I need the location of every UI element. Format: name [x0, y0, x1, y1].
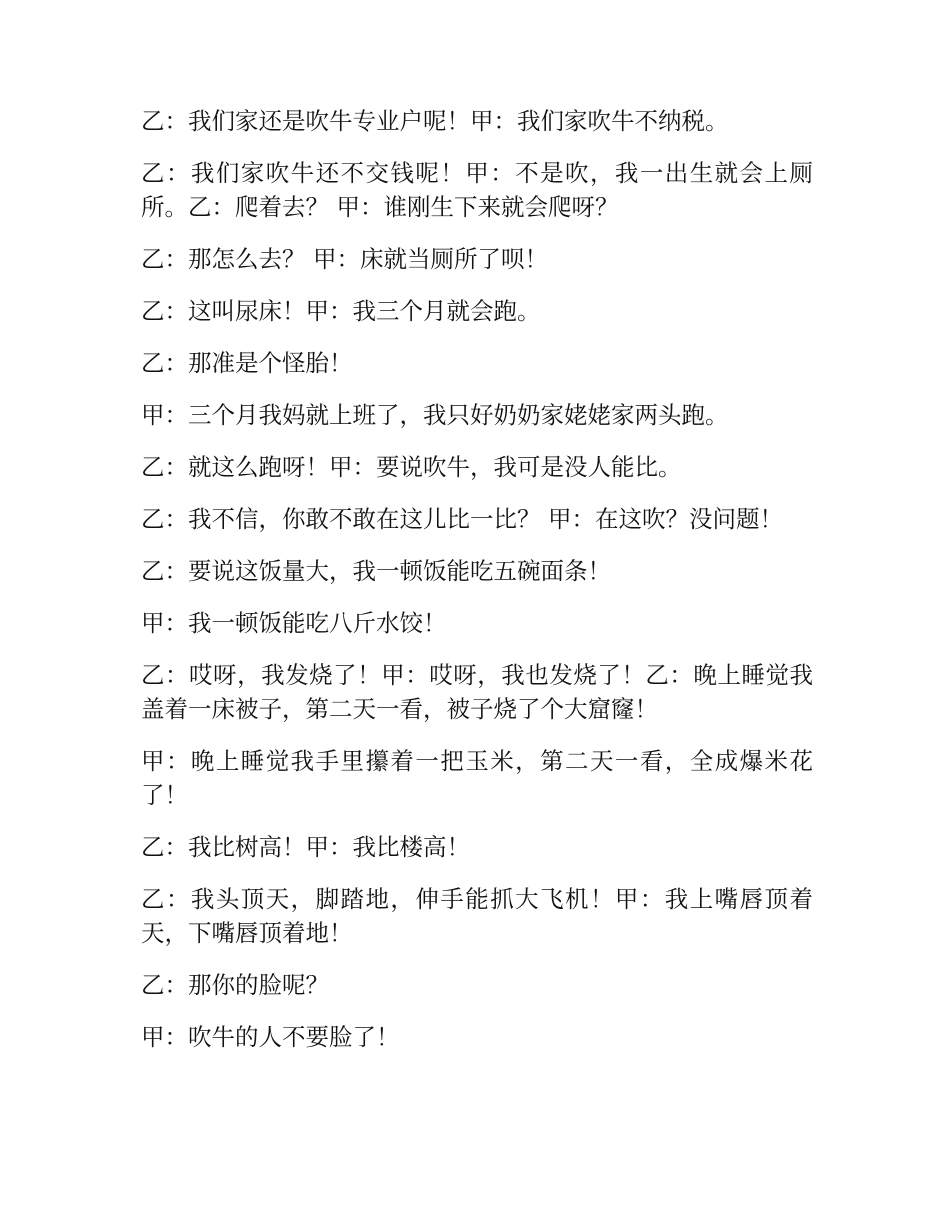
paragraph: 乙：我不信，你敢不敢在这儿比一比？ 甲：在这吹？没问题！ — [141, 505, 783, 533]
paragraph: 乙：我们家还是吹牛专业户呢！甲：我们家吹牛不纳税。 — [141, 107, 729, 135]
paragraph: 乙：这叫尿床！甲：我三个月就会跑。 — [141, 297, 541, 325]
document-body — [141, 104, 813, 1072]
paragraph: 乙：要说这饭量大，我一顿饭能吃五碗面条！ — [141, 557, 611, 585]
paragraph: 乙：那怎么去？ 甲：床就当厕所了呗！ — [141, 245, 548, 273]
paragraph: 甲：三个月我妈就上班了，我只好奶奶家姥姥家两头跑。 — [141, 401, 729, 429]
paragraph: 乙：就这么跑呀！甲：要说吹牛，我可是没人能比。 — [141, 453, 682, 481]
paragraph: 甲：我一顿饭能吃八斤水饺！ — [141, 609, 447, 637]
paragraph: 乙：哎呀，我发烧了！甲：哎呀，我也发烧了！乙：晚上睡觉我盖着一床被子，第二天一看，被子烧了个大窟窿！ — [141, 661, 813, 723]
paragraph: 乙：那准是个怪胎！ — [141, 349, 353, 377]
paragraph: 甲：晚上睡觉我手里攥着一把玉米，第二天一看，全成爆米花了！ — [141, 747, 813, 809]
paragraph: 乙：我们家吹牛还不交钱呢！甲：不是吹，我一出生就会上厕所。乙：爬着去？ 甲：谁刚生下来就会爬呀？ — [141, 159, 813, 221]
paragraph: 乙：我比树高！甲：我比楼高！ — [141, 833, 470, 861]
paragraph: 甲：吹牛的人不要脸了！ — [141, 1023, 400, 1051]
paragraph: 乙：那你的脸呢？ — [141, 971, 329, 999]
paragraph: 乙：我头顶天，脚踏地，伸手能抓大飞机！甲：我上嘴唇顶着天，下嘴唇顶着地！ — [141, 885, 813, 947]
